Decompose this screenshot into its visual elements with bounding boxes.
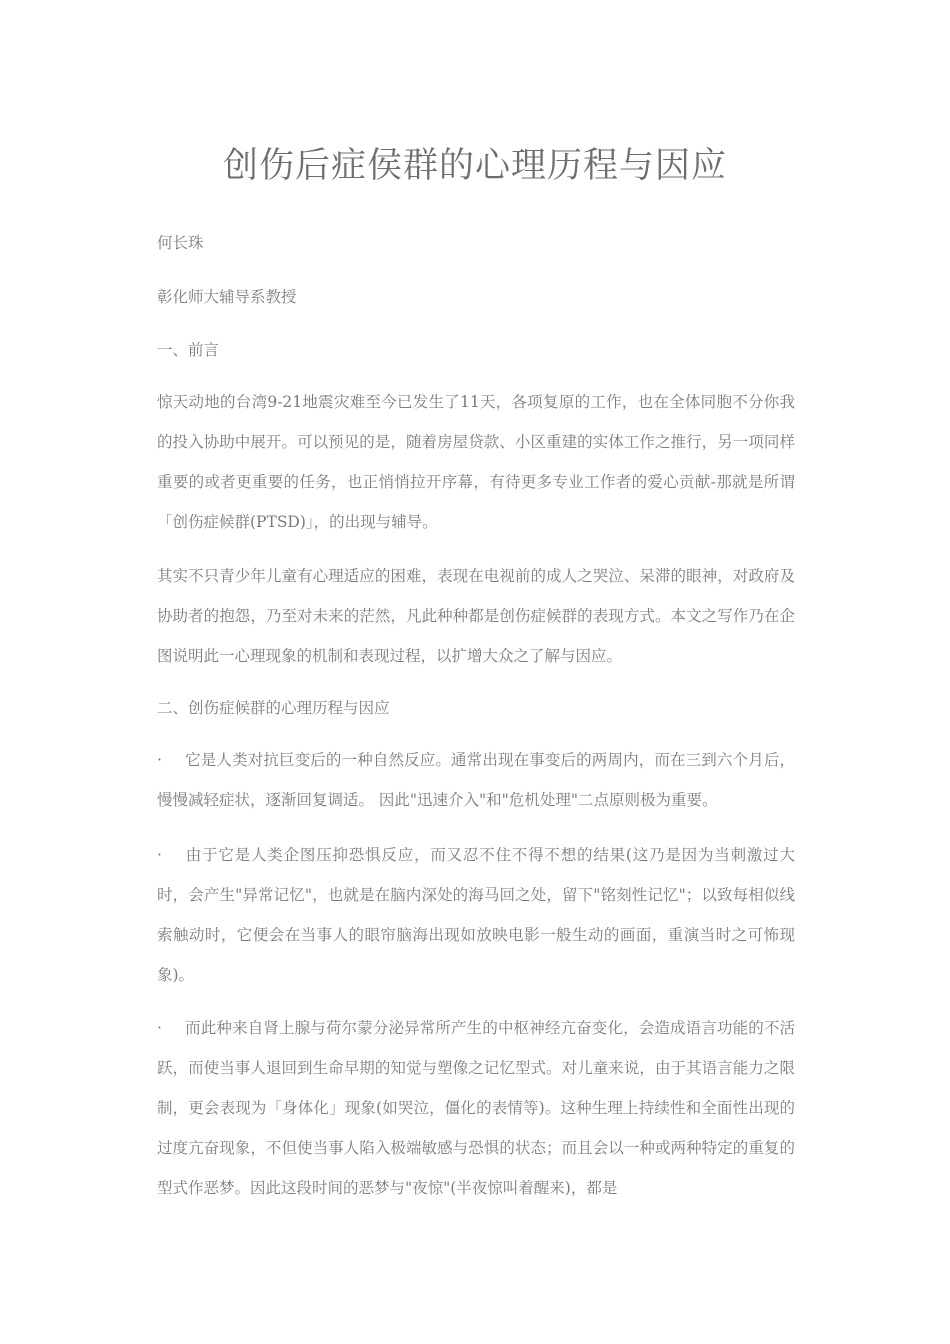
- author-affiliation: 彰化师大辅导系教授: [157, 288, 297, 306]
- section-heading-intro: 一、前言: [157, 341, 220, 359]
- bullet-text-1: 它是人类对抗巨变后的一种自然反应。通常出现在事变后的两周内，而在三到六个月后，慢慢减轻症状，逐渐回复调适。 因此"迅速介入"和"危机处理"二点原则极为重要。: [157, 751, 795, 809]
- bullet-item-3: [157, 1008, 795, 1208]
- bullet-item-2: [157, 835, 795, 995]
- bullet-item-1: [157, 740, 795, 820]
- bullet-text-2: 由于它是人类企图压抑恐惧反应，而又忍不住不得不想的结果(这乃是因为当刺激过大时，会产生"异常记忆"，也就是在脑内深处的海马回之处，留下"铭刻性记忆"；以致每相似线索触动时，它便会在当事人的眼帘脑海出现如放映电影一般生动的画面，重演当时之可怖现象)。: [157, 846, 795, 984]
- bullet-marker: ·: [157, 1019, 162, 1037]
- paragraph-intro-2: 其实不只青少年儿童有心理适应的困难，表现在电视前的成人之哭泣、呆滞的眼神，对政府及协助者的抱怨，乃至对未来的茫然，凡此种种都是创伤症候群的表现方式。本文之写作乃在企图说明此一心理现象的机制和表现过程，以扩增大众之了解与因应。: [157, 567, 795, 665]
- document-title: 创伤后症侯群的心理历程与因应: [222, 146, 727, 186]
- bullet-marker: ·: [157, 846, 162, 864]
- bullet-marker: ·: [157, 751, 162, 769]
- bullet-text-3: 而此种来自肾上腺与荷尔蒙分泌异常所产生的中枢神经亢奋变化，会造成语言功能的不活跃，而使当事人退回到生命早期的知觉与塑像之记忆型式。对儿童来说，由于其语言能力之限制，更会表现为「身体化」现象(如哭泣，僵化的表情等)。这种生理上持续性和全面性出现的过度亢奋现象，不但使当事人陷入极端敏感与恐惧的状态；而且会以一种或两种特定的重复的型式作恶梦。因此这段时间的恶梦与"夜惊"(半夜惊叫着醒来)，都是: [157, 1019, 795, 1197]
- section-heading-process: 二、创伤症候群的心理历程与因应: [157, 699, 390, 717]
- paragraph-intro-1: 惊天动地的台湾9-21地震灾难至今已发生了11天，各项复原的工作，也在全体同胞不分你我的投入协助中展开。可以预见的是，随着房屋贷款、小区重建的实体工作之推行，另一项同样重要的或者更重要的任务，也正悄悄拉开序幕，有待更多专业工作者的爱心贡献-那就是所谓「创伤症候群(PTSD)」，的出现与辅导。: [157, 393, 795, 531]
- author-name: 何长珠: [157, 234, 204, 252]
